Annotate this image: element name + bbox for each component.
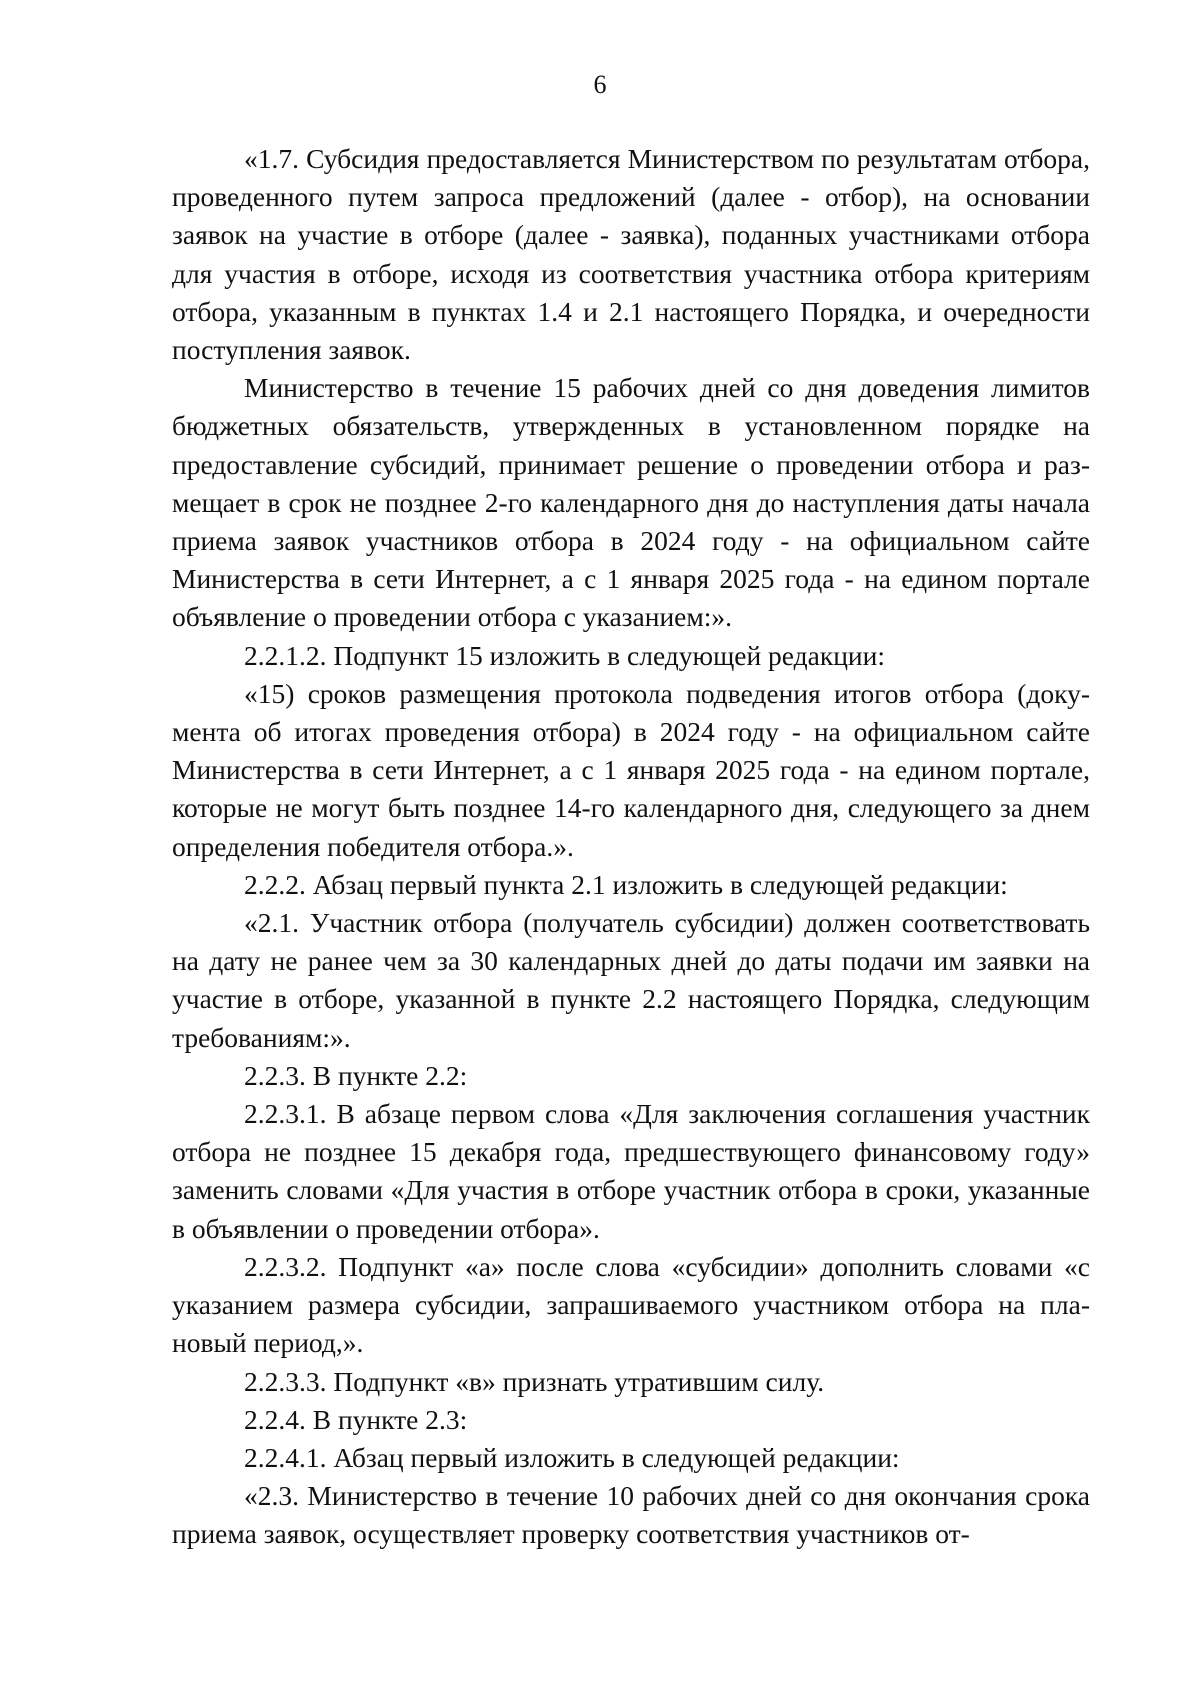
paragraph: «2.1. Участник отбора (получатель субсидии) должен соответствовать на дату не ранее чем за 30 календарных дней до даты подачи им заявки на участие в отборе, указанной в пункте 2.2 настоящего Порядка, следующим требованиям:». <box>172 907 1090 1053</box>
paragraph: 2.2.1.2. Подпункт 15 изложить в следующей редакции: <box>244 639 885 671</box>
page-number: 6 <box>593 70 607 99</box>
paragraph: 2.2.4.1. Абзац первый изложить в следующей редакции: <box>244 1441 900 1473</box>
paragraph: 2.2.3.3. Подпункт «в» признать утратившим силу. <box>244 1365 825 1397</box>
paragraph: «1.7. Субсидия предоставляется Министерством по результатам отбора, проведенного путем запроса предложений (далее - отбор), на основании заявок на участие в отборе (далее - заявка), поданных участниками отбора для участия в отборе, исходя из соответствия участника отбора критериям отбора, указанным в пунктах 1.4 и 2.1 настоящего Порядка, и очередности поступления заявок. <box>172 143 1090 366</box>
paragraph: 2.2.3. В пункте 2.2: <box>244 1059 468 1091</box>
paragraph: 2.2.3.1. В абзаце первом слова «Для заключения соглашения участник отбора не позднее 15 декабря года, предшествующего финансовому году» заменить словами «Для участия в отборе участник отбора в сроки, указанные в объявлении о проведении отбора». <box>172 1098 1090 1244</box>
document-body <box>172 140 1090 1554</box>
paragraph: «15) сроков размещения протокола подведения итогов отбора (документа об итогах проведения отбора) в 2024 году - на официальном сайте Министерства в сети Интернет, а с 1 января 2025 года - на едином портале, которые не могут быть позднее 14-го календарного дня, следующего за днем определения победителя отбора.». <box>172 677 1090 862</box>
paragraph: Министерство в течение 15 рабочих дней со дня доведения лимитов бюджетных обязательств, утвержденных в установленном порядке на предоставление субсидий, принимает решение о проведении отбора и размещает в срок не позднее 2-го календарного дня до наступления даты начала приема заявок участников отбора в 2024 году - на официальном сайте Министерства в сети Интернет, а с 1 января 2025 года - на едином портале объявление о проведении отбора с указанием:». <box>172 372 1090 633</box>
paragraph: «2.3. Министерство в течение 10 рабочих дней со дня окончания срока приема заявок, осуществляет проверку соответствия участников от- <box>172 1480 1090 1550</box>
paragraph: 2.2.4. В пункте 2.3: <box>244 1403 468 1435</box>
paragraph: 2.2.3.2. Подпункт «а» после слова «субсидии» дополнить словами «с указанием размера субсидии, запрашиваемого участником отбора на плановый период,». <box>172 1250 1090 1359</box>
paragraph: 2.2.2. Абзац первый пункта 2.1 изложить в следующей редакции: <box>244 868 1008 900</box>
